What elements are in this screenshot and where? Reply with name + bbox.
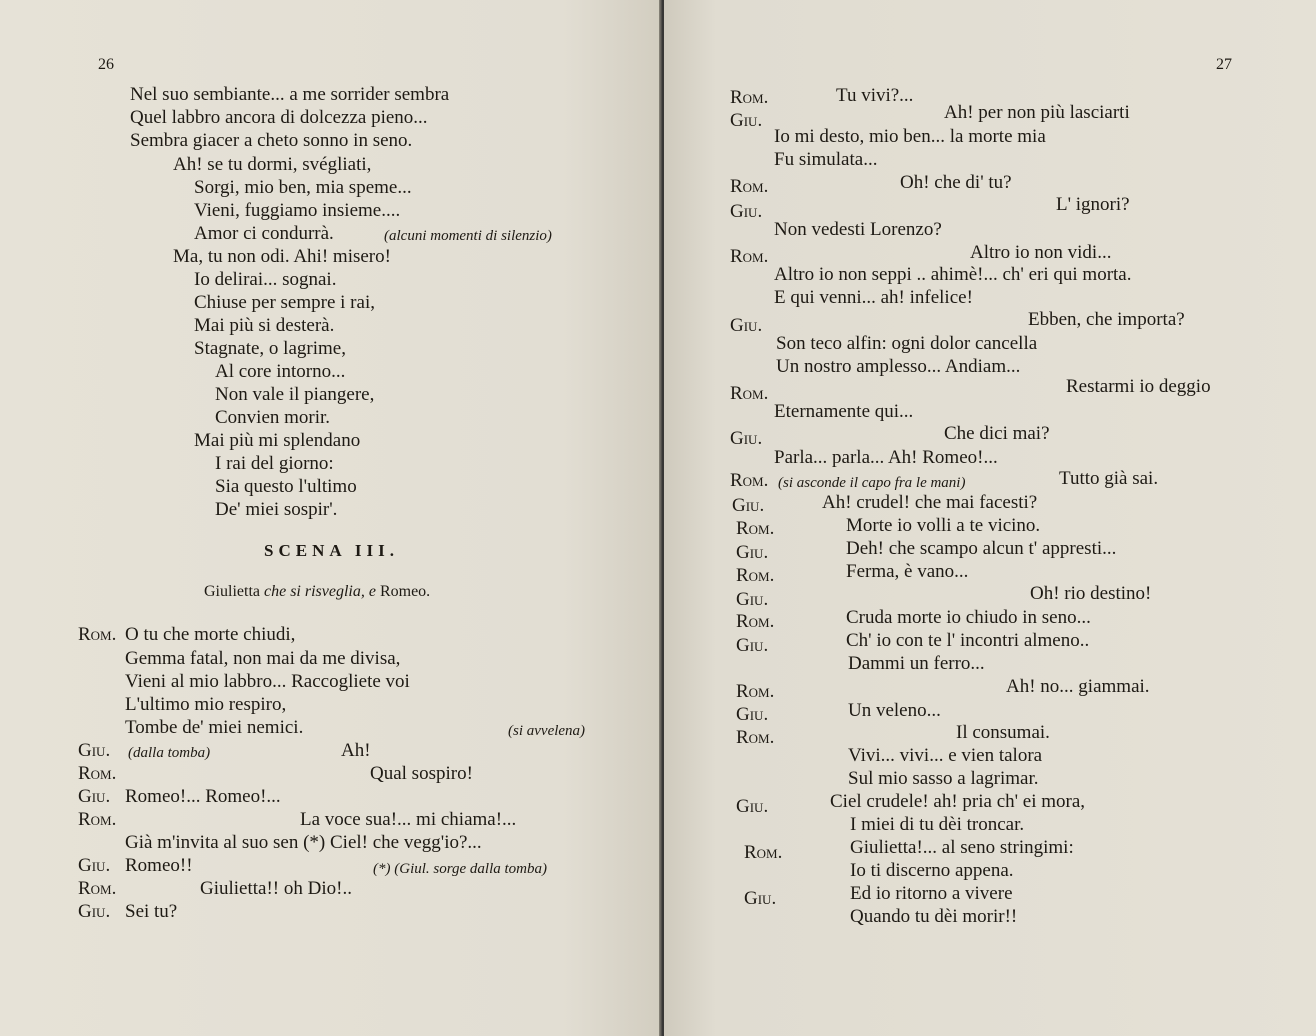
speaker-label: Rom. [78,763,117,784]
dialogue-line: Ch' io con te l' incontri almeno.. [846,630,1090,651]
dialogue-line: Giulietta!! oh Dio!.. [200,878,352,899]
dialogue-line: Io ti discerno appena. [850,860,1014,881]
dialogue-line: Ciel crudele! ah! pria ch' ei mora, [830,791,1086,812]
verse-line: Nel suo sembiante... a me sorrider sembra [130,84,450,105]
verse-line: Sembra giacer a cheto sonno in seno. [130,130,413,151]
dialogue-line: Quando tu dèi morir!! [850,906,1018,927]
dialogue-line: Altro io non seppi .. ahimè!... ch' eri qui morta. [774,264,1132,285]
speaker-label: Giu. [736,704,769,725]
dialogue-line: Deh! che scampo alcun t' appresti... [846,538,1117,559]
dialogue-line: Fu simulata... [774,149,878,170]
dialogue-line: Ah! [341,740,371,761]
dialogue-line: Cruda morte io chiudo in seno... [846,607,1091,628]
speaker-label: Rom. [730,470,769,491]
dialogue-line: Sei tu? [125,901,178,922]
dialogue-line: Parla... parla... Ah! Romeo!... [774,447,998,468]
dialogue-line: Che dici mai? [944,423,1050,444]
speaker-label: Rom. [78,624,117,645]
verse-line: Chiuse per sempre i rai, [194,292,375,313]
verse-line: Mai più si desterà. [194,315,335,336]
dialogue-line: Ebben, che importa? [1028,309,1185,330]
stage-direction: (alcuni momenti di silenzio) [384,228,552,244]
verse-line: Stagnate, o lagrime, [194,338,346,359]
dialogue-line: Non vedesti Lorenzo? [774,219,942,240]
verse-line: Convien morir. [215,407,331,428]
speaker-label: Rom. [730,87,769,108]
dialogue-line: L'ultimo mio respiro, [125,694,287,715]
dialogue-line: Ferma, è vano... [846,561,969,582]
dialogue-line: Giulietta!... al seno stringimi: [850,837,1074,858]
dialogue-line: L' ignori? [1056,194,1130,215]
dialogue-line: Romeo!... Romeo!... [125,786,281,807]
speaker-label: Giu. [736,635,769,656]
dialogue-line: Eternamente qui... [774,401,914,422]
dialogue-line: Vieni al mio labbro... Raccogliete voi [125,671,410,692]
dialogue-line: La voce sua!... mi chiama!... [300,809,517,830]
speaker-label: Rom. [730,383,769,404]
verse-line: I rai del giorno: [215,453,334,474]
verse-line: Io delirai... sognai. [194,269,337,290]
verse-line: Quel labbro ancora di dolcezza pieno... [130,107,428,128]
speaker-label: Rom. [736,611,775,632]
verse-line: Amor ci condurrà. [194,223,334,244]
verse-line: De' miei sospir'. [215,499,338,520]
verse-line: Ma, tu non odi. Ahi! misero! [173,246,391,267]
stage-direction: (si asconde il capo fra le mani) [778,475,966,491]
speaker-label: Giu. [744,888,777,909]
dialogue-line: Son teco alfin: ogni dolor cancella [776,333,1038,354]
stage-direction: (*) (Giul. sorge dalla tomba) [373,861,548,877]
speaker-label: Giu. [736,589,769,610]
scene-subtitle [204,583,430,601]
speaker-label: Rom. [730,176,769,197]
page-number: 26 [98,56,114,73]
dialogue-line: Ah! no... giammai. [1006,676,1150,697]
dialogue-line: Tutto già sai. [1059,468,1159,489]
dialogue-line: Io mi desto, mio ben... la morte mia [774,126,1046,147]
speaker-label: Rom. [736,727,775,748]
speaker-label: Rom. [736,518,775,539]
speaker-label: Rom. [78,809,117,830]
dialogue-line: Già m'invita al suo sen (*) Ciel! che vegg'io?... [125,832,482,853]
verse-line: Al core intorno... [215,361,346,382]
speaker-label: Giu. [730,110,763,131]
verse-line: Vieni, fuggiamo insieme.... [194,200,401,221]
dialogue-line: Morte io volli a te vicino. [846,515,1041,536]
dialogue-line: Ed io ritorno a vivere [850,883,1013,904]
dialogue-line: Ah! per non più lasciarti [944,102,1130,123]
dialogue-line: Tu vivi?... [836,85,914,106]
dialogue-line: Oh! che di' tu? [900,172,1012,193]
dialogue-line: Vivi... vivi... e vien talora [848,745,1043,766]
speaker-label: Giu. [78,786,111,807]
verse-line: Ah! se tu dormi, svégliati, [173,154,372,175]
dialogue-line: O tu che morte chiudi, [125,624,296,645]
speaker-label: Rom. [78,878,117,899]
character-name: Giulietta [204,583,260,600]
speaker-label: Giu. [736,796,769,817]
scene-subtitle-text: che si risveglia, e [263,583,376,600]
scene-title: SCENA III. [264,541,400,560]
speaker-label: Giu. [730,201,763,222]
dialogue-line: Dammi un ferro... [848,653,985,674]
verse-line: Sorgi, mio ben, mia speme... [194,177,412,198]
speaker-label: Giu. [78,901,111,922]
verse-line: Sia questo l'ultimo [215,476,357,497]
speaker-label: Giu. [736,542,769,563]
speaker-label: Giu. [78,855,111,876]
right-page [664,0,1316,1036]
dialogue-line: Altro io non vidi... [970,242,1112,263]
speaker-label: Rom. [736,681,775,702]
dialogue-line: Oh! rio destino! [1030,583,1152,604]
verse-line: Mai più mi splendano [194,430,361,451]
dialogue-line: Gemma fatal, non mai da me divisa, [125,648,401,669]
dialogue-line: Un nostro amplesso... Andiam... [776,356,1021,377]
dialogue-line: Ah! crudel! che mai facesti? [822,492,1038,513]
dialogue-line: Qual sospiro! [370,763,473,784]
character-name: Romeo. [379,583,431,600]
dialogue-line: Il consumai. [956,722,1050,743]
speaker-label: Giu. [730,315,763,336]
dialogue-line: I miei di tu dèi troncar. [850,814,1025,835]
dialogue-line: Restarmi io deggio [1066,376,1211,397]
speaker-label: Giu. [732,495,765,516]
verse-line: Non vale il piangere, [215,384,375,405]
speaker-label: Rom. [744,842,783,863]
dialogue-line: Romeo!! [125,855,193,876]
stage-direction: (si avvelena) [508,723,586,739]
stage-direction: (dalla tomba) [128,745,211,761]
dialogue-line: Sul mio sasso a lagrimar. [848,768,1039,789]
speaker-label: Giu. [78,740,111,761]
speaker-label: Giu. [730,428,763,449]
dialogue-line: E qui venni... ah! infelice! [774,287,973,308]
dialogue-line: Un veleno... [848,700,941,721]
page-number: 27 [1216,56,1232,73]
speaker-label: Rom. [730,246,769,267]
dialogue-line: Tombe de' miei nemici. [125,717,304,738]
speaker-label: Rom. [736,565,775,586]
